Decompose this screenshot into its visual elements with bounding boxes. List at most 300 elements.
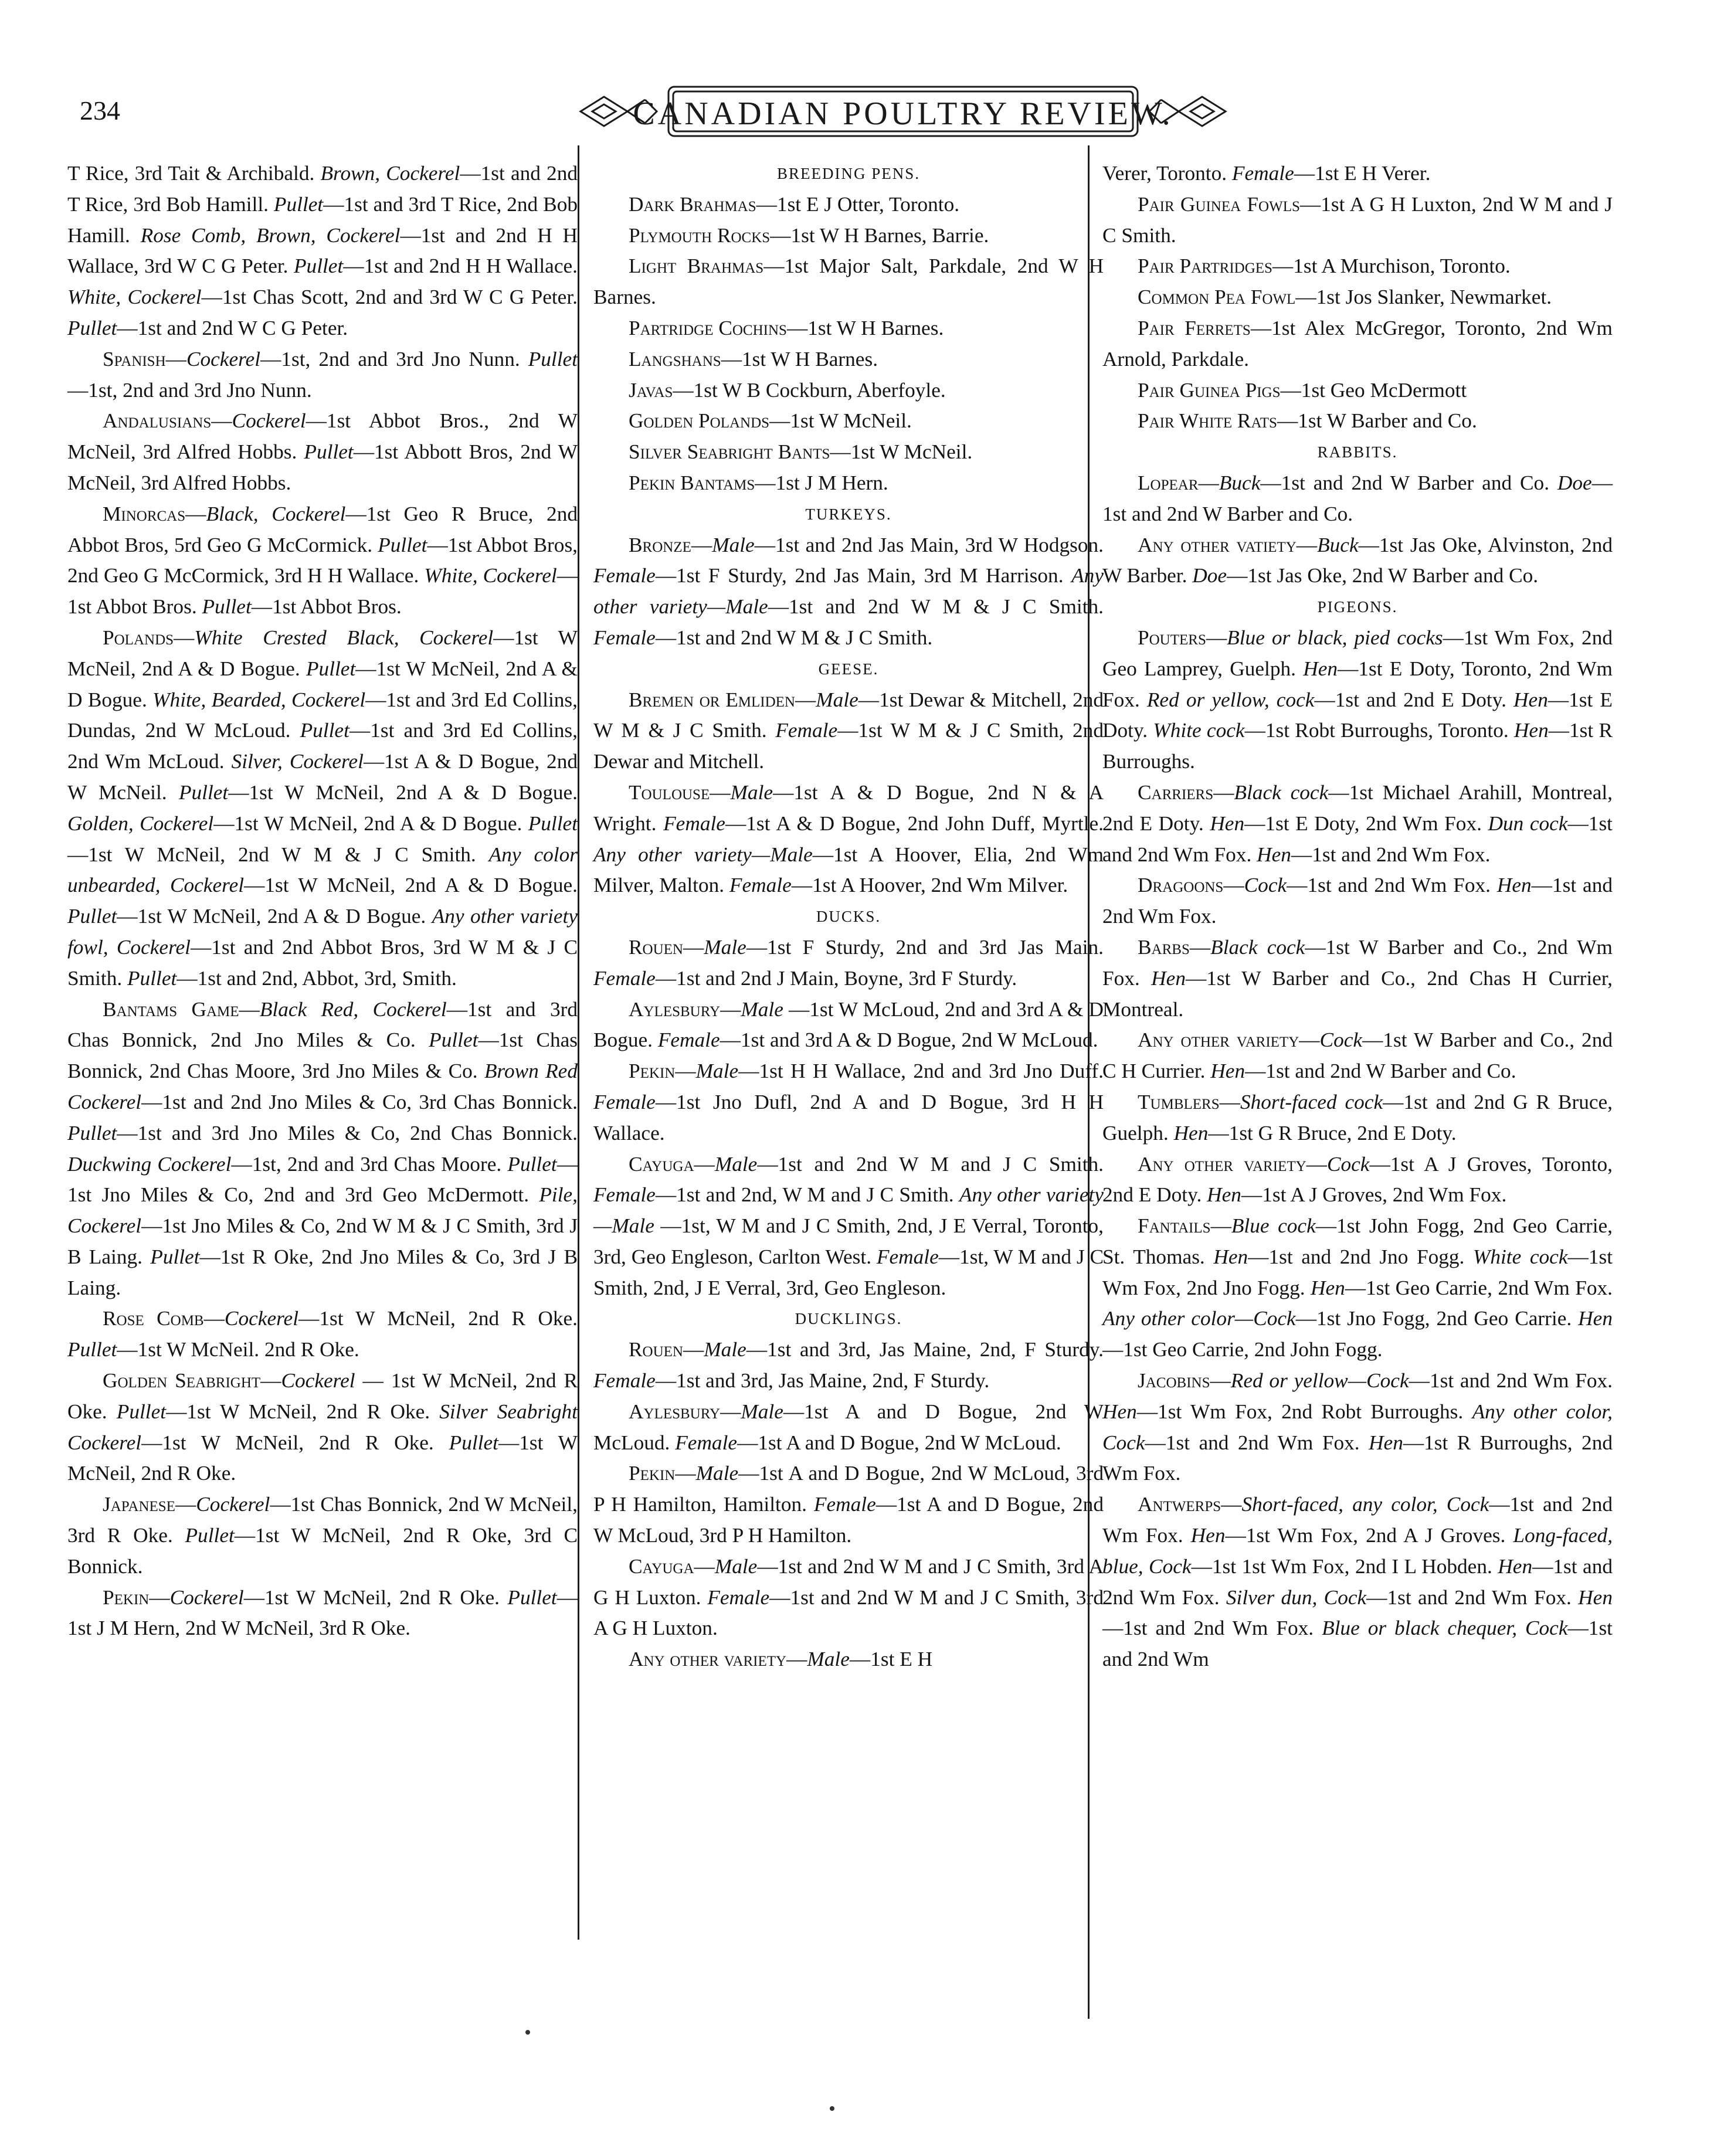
breed-name: Dark Brahmas xyxy=(629,192,756,216)
class-label: Pullet xyxy=(293,254,344,278)
entry-text: —1st Jas Oke, 2nd W Barber and Co. xyxy=(1227,564,1539,588)
class-label: White, Cockerel xyxy=(424,564,557,588)
entry-text: —1st and 2nd E Doty. xyxy=(1314,688,1514,711)
class-label: Female xyxy=(593,564,656,588)
entry-text: —1st R Burroughs. xyxy=(1102,719,1613,773)
class-label: Brown, Cockerel xyxy=(320,162,460,185)
entry-text: —1st and 2nd W Barber and Co. xyxy=(1102,471,1613,525)
entry-text: —1st and 2nd Wm Fox. xyxy=(1102,1554,1613,1609)
entry-text: —1st Wm Fox, 2nd Robt Burroughs. xyxy=(1136,1400,1472,1423)
entry-text: —1st and 2nd T Rice, 3rd Bob Hamill. xyxy=(67,162,578,216)
entry-text: —1st E Doty, Toronto, 2nd Wm Fox. xyxy=(1102,657,1613,711)
entry-text: — xyxy=(1210,1214,1231,1238)
entry-text: Verer, Toronto. xyxy=(1102,162,1232,185)
breed-name: Partridge Cochins xyxy=(629,316,787,339)
breed-name: Japanese xyxy=(103,1493,175,1516)
entry-text: —1st A Hoover, 2nd Wm Milver. xyxy=(791,874,1068,897)
entry-text: —1st E Doty, 2nd Wm Fox. xyxy=(1244,812,1488,835)
entry-text: —1st W B Cockburn, Aberfoyle. xyxy=(673,378,946,402)
breed-name: Jacobins xyxy=(1138,1369,1210,1393)
entry-text: —1st Jno Fogg, 2nd Geo Carrie. xyxy=(1295,1307,1579,1330)
entry-text: — xyxy=(174,626,195,649)
class-label: Cockerel xyxy=(169,1585,244,1609)
class-label: Cockerel xyxy=(196,1493,270,1516)
entry-text: — xyxy=(675,1060,696,1083)
entry-text: —1st Abbott Bros, 2nd W McNeil, 3rd Alfred Hobbs. xyxy=(67,440,578,494)
entry-text: —1st Michael Arahill, Montreal, 2nd E Doty. xyxy=(1102,780,1613,835)
entry-text: — xyxy=(710,780,731,804)
results-paragraph xyxy=(1102,468,1613,530)
results-paragraph xyxy=(1102,189,1613,252)
results-paragraph xyxy=(67,499,578,623)
class-label: Female xyxy=(675,1431,738,1454)
entry-text: — 1st W McNeil, 2nd R Oke. xyxy=(67,1369,578,1423)
class-label: Buck xyxy=(1317,533,1359,556)
entry-text: — xyxy=(1219,1090,1240,1113)
entry-text: — xyxy=(720,1400,741,1423)
class-label: Short-faced cock xyxy=(1240,1090,1383,1113)
class-label: Pullet xyxy=(116,1400,167,1423)
results-paragraph xyxy=(593,375,1104,406)
entry-text: —1st and 2nd G R Bruce, Guelph. xyxy=(1102,1090,1613,1145)
class-label: Hen xyxy=(1257,843,1291,866)
results-paragraph xyxy=(593,251,1104,313)
entry-text: —1st Abbot Bros. xyxy=(251,595,402,619)
breed-name: Pekin xyxy=(629,1462,676,1485)
section-heading xyxy=(1102,592,1613,623)
breed-name: Bremen or Emliden xyxy=(629,688,795,711)
class-label: Cock xyxy=(1244,874,1287,897)
section-heading xyxy=(593,1303,1104,1335)
breed-name: Minorcas xyxy=(103,502,186,525)
entry-text: —1st Dewar & Mitchell, 2nd W M & J C Smith. xyxy=(593,688,1104,742)
class-label: Cockerel xyxy=(224,1307,299,1330)
column-middle xyxy=(593,158,1104,1675)
entry-text: —1st Jos Slanker, Newmarket. xyxy=(1295,286,1552,309)
breed-name: Silver Seabright Bants xyxy=(629,440,830,464)
breed-name: Rouen xyxy=(629,1338,683,1361)
class-label: Buck xyxy=(1219,471,1261,494)
entry-text: —1st J M Hern. xyxy=(755,471,888,494)
section-heading xyxy=(593,654,1104,685)
breed-name: Cayuga xyxy=(629,1554,694,1578)
column-right xyxy=(1102,158,1613,1675)
results-paragraph xyxy=(1102,1149,1613,1211)
breed-name: Pair White Rats xyxy=(1138,409,1277,433)
entry-text: — xyxy=(185,502,206,525)
breed-name: Barbs xyxy=(1138,935,1190,959)
entry-text: —1st and 2nd Jno Fogg. xyxy=(1248,1245,1473,1268)
entry-text: —1st Wm Fox, 2nd Geo Lamprey, Guelph. xyxy=(1102,626,1613,680)
class-label: Hen xyxy=(1190,1524,1226,1547)
entry-text: — xyxy=(1210,1369,1231,1393)
class-label: Red or yellow—Cock xyxy=(1230,1369,1409,1393)
class-label: Any other color—Cock xyxy=(1102,1307,1296,1330)
entry-text: —1st W Barber and Co., 2nd Wm Fox. xyxy=(1102,935,1613,990)
class-label: Pullet xyxy=(67,1338,117,1361)
class-label: Any other color, Cock xyxy=(1102,1400,1613,1454)
entry-text: —1st W McNeil, 2nd R Oke. xyxy=(166,1400,440,1423)
class-label: Hen xyxy=(1210,812,1245,835)
breed-name: Pouters xyxy=(1138,626,1206,649)
class-label: Hen xyxy=(1210,1060,1246,1083)
breed-name: Light Brahmas xyxy=(629,254,764,278)
breed-name: Any other variety xyxy=(629,1648,787,1671)
class-label: Blue cock xyxy=(1231,1214,1316,1238)
results-paragraph xyxy=(1102,158,1613,189)
breed-name: Tumblers xyxy=(1138,1090,1220,1113)
class-label: Hen xyxy=(1310,1276,1345,1299)
entry-text: —1st A G H Luxton, 2nd W M and J C Smith. xyxy=(1102,192,1613,247)
entry-text: —1st Wm Fox, 2nd Jno Fogg. xyxy=(1102,1245,1613,1299)
breed-name: Bantams Game xyxy=(103,997,239,1021)
class-label: Cockerel xyxy=(232,409,306,433)
results-paragraph xyxy=(67,406,578,498)
entry-text: —1st A & D Bogue, 2nd W McNeil. xyxy=(67,750,578,804)
breed-name: Any other variety xyxy=(1138,1028,1299,1052)
entry-text: —1st H H Wallace, 2nd and 3rd Jno Duff. xyxy=(738,1060,1104,1083)
results-paragraph xyxy=(593,313,1104,344)
results-paragraph xyxy=(593,189,1104,220)
page-number: 234 xyxy=(80,96,120,125)
class-label: Pullet xyxy=(429,1028,478,1052)
class-label: Male xyxy=(704,1338,746,1361)
breed-name: Antwerps xyxy=(1138,1493,1221,1516)
entry-text: —1st W M & J C Smith, 2nd Dewar and Mitchell. xyxy=(593,719,1104,773)
class-label: Black, Cockerel xyxy=(206,502,346,525)
breed-name: Pair Guinea Fowls xyxy=(1138,192,1300,216)
entry-text: —1st A J Groves, Toronto, 2nd E Doty. xyxy=(1102,1152,1613,1207)
class-label: Blue or black chequer, Cock xyxy=(1322,1617,1568,1640)
section-heading xyxy=(1102,437,1613,468)
entry-text: —1st Chas Bonnick, 2nd Chas Moore, 3rd Jno Miles & Co. xyxy=(67,1028,578,1083)
results-paragraph xyxy=(1102,777,1613,870)
entry-text: — xyxy=(211,409,232,433)
entry-text: —1st Geo Carrie, 2nd Wm Fox. xyxy=(1345,1276,1613,1299)
entry-text: — xyxy=(786,1648,807,1671)
entry-text: —1st W Barber and Co. xyxy=(1277,409,1477,433)
heading-text: DUCKLINGS. xyxy=(795,1310,902,1328)
entry-text: —1st Chas Scott, 2nd and 3rd W C G Peter. xyxy=(201,286,578,309)
ink-speck xyxy=(525,2030,530,2035)
class-label: Female xyxy=(813,1493,876,1516)
class-label: Pullet xyxy=(178,780,229,804)
class-label: Hen xyxy=(1498,1554,1533,1578)
results-paragraph xyxy=(593,685,1104,777)
entry-text: — xyxy=(260,1369,281,1393)
entry-text: —1st Major Salt, Parkdale, 2nd W H Barnes. xyxy=(593,254,1104,309)
class-label: Dun cock xyxy=(1488,812,1568,835)
class-label: White cock xyxy=(1472,1245,1568,1268)
entry-text: — xyxy=(1296,533,1318,556)
entry-text: —1st Alex McGregor, Toronto, 2nd Wm Arnold, Parkdale. xyxy=(1102,316,1613,371)
entry-text: —1st Jno Miles & Co, 2nd W M & J C Smith, 3rd J B Laing. xyxy=(67,1214,578,1268)
entry-text: —1st and 2nd Wm Fox. xyxy=(1102,1617,1322,1640)
entry-text: —1st Abbot Bros, 2nd Geo G McCormick, 3rd H H Wallace. xyxy=(67,533,578,588)
breed-name: Cayuga xyxy=(629,1152,694,1176)
class-label: Silver Seabright Cockerel xyxy=(67,1400,578,1454)
results-paragraph xyxy=(593,777,1104,901)
class-label: Hen xyxy=(1207,1183,1241,1207)
class-label: Silver dun, Cock xyxy=(1226,1585,1367,1609)
breed-name: Dragoons xyxy=(1138,874,1224,897)
class-label: Cockerel xyxy=(281,1369,355,1393)
results-paragraph xyxy=(67,344,578,406)
class-label: White, Cockerel xyxy=(67,286,202,309)
entry-text: —1st J M Hern, 2nd W McNeil, 3rd R Oke. xyxy=(67,1585,578,1640)
entry-text: —1st and 2nd Wm Fox. xyxy=(1102,812,1613,866)
entry-text: — xyxy=(683,935,704,959)
entry-text: —1st and 2nd W Barber and Co. xyxy=(1245,1060,1516,1083)
class-label: Female xyxy=(775,719,838,742)
class-label: Any other variety fowl, Cockerel xyxy=(67,905,578,959)
entry-text: —1st A and D Bogue, 2nd W McLoud. xyxy=(593,1400,1104,1454)
column-rule-1 xyxy=(578,145,579,1940)
entry-text: —1st and 2nd Wm Fox. xyxy=(1291,843,1491,866)
masthead xyxy=(569,70,1237,152)
breed-name: Pair Partridges xyxy=(1138,254,1272,278)
results-paragraph xyxy=(1102,282,1613,313)
entry-text: —1st Wm Fox, 2nd A J Groves. xyxy=(1225,1524,1513,1547)
entry-text: — xyxy=(720,997,741,1021)
class-label: Female xyxy=(657,1028,720,1052)
breed-name: Bronze xyxy=(629,533,691,556)
entry-text: —1st W H Barnes, Barrie. xyxy=(770,223,989,247)
class-label: Female xyxy=(593,626,656,649)
class-label: Black cock xyxy=(1234,780,1329,804)
entry-text: —1st A and D Bogue, 2nd W McLoud. xyxy=(737,1431,1061,1454)
class-label: Pullet xyxy=(304,440,354,464)
ink-speck xyxy=(830,2106,834,2111)
class-label: Black cock xyxy=(1210,935,1305,959)
entry-text: —1st and 2nd Wm Fox. xyxy=(1145,1431,1369,1454)
entry-text: —1st A Murchison, Toronto. xyxy=(1272,254,1511,278)
class-label: Pullet xyxy=(300,719,349,742)
results-paragraph xyxy=(593,994,1104,1057)
results-paragraph xyxy=(1102,1366,1613,1489)
entry-text: —1st and 3rd Ed Collins, 2nd Wm McLoud. xyxy=(67,719,578,773)
class-label: White cock xyxy=(1153,719,1245,742)
class-label: Pullet xyxy=(449,1431,498,1454)
entry-text: — xyxy=(691,533,712,556)
results-paragraph xyxy=(67,1489,578,1582)
class-label: Pullet xyxy=(67,905,117,928)
class-label: Female xyxy=(729,874,792,897)
entry-text: —1st and 2nd H H Wallace. xyxy=(343,254,578,278)
column-left xyxy=(67,158,578,1644)
entry-text: —1st W McNeil, 2nd A & D Bogue. xyxy=(213,812,528,835)
breed-name: Lopear xyxy=(1138,471,1199,494)
breed-name: Any other vatiety xyxy=(1138,533,1297,556)
breed-name: Rouen xyxy=(629,935,683,959)
entry-text: —1st E H Verer. xyxy=(1294,162,1431,185)
class-label: Pullet xyxy=(67,316,117,339)
entry-text: —1st and 2nd Abbot Bros, 3rd W M & J C Smith. xyxy=(67,935,578,990)
results-paragraph xyxy=(1102,251,1613,282)
entry-text: —1st W McNeil. 2nd R Oke. xyxy=(117,1338,359,1361)
class-label: Any color unbearded, Cockerel xyxy=(67,843,578,897)
class-label: Pullet xyxy=(150,1245,200,1268)
results-paragraph xyxy=(1102,313,1613,375)
class-label: Hen xyxy=(1102,1400,1137,1423)
results-paragraph xyxy=(1102,406,1613,437)
class-label: Doe xyxy=(1192,564,1227,588)
entry-text: —1st W H Barnes. xyxy=(786,316,944,339)
breed-name: Any other variety xyxy=(1138,1152,1306,1176)
results-paragraph xyxy=(1102,530,1613,592)
results-paragraph xyxy=(593,1335,1104,1397)
entry-text: —1st, 2nd and 3rd Chas Moore. xyxy=(231,1152,508,1176)
entry-text: —1st Geo McDermott xyxy=(1280,378,1467,402)
results-paragraph xyxy=(1102,1489,1613,1675)
entry-text: —1st and 2nd Wm Fox. xyxy=(1366,1585,1579,1609)
entry-text: —1st and 2nd W M & J C Smith. xyxy=(655,626,933,649)
class-label: Male xyxy=(714,1152,758,1176)
class-label: Hen xyxy=(1513,688,1548,711)
entry-text: — xyxy=(675,1462,696,1485)
class-label: Hen xyxy=(1173,1121,1209,1145)
breed-name: Golden Polands xyxy=(629,409,770,433)
results-paragraph xyxy=(593,1458,1104,1551)
class-label: Female xyxy=(663,812,725,835)
class-label: Silver, Cockerel xyxy=(231,750,364,773)
entry-text: —1st E Doty. xyxy=(1102,688,1613,742)
class-label: Male xyxy=(741,997,783,1021)
masthead-ornament xyxy=(569,70,1237,152)
class-label: Golden, Cockerel xyxy=(67,812,214,835)
class-label: Black Red, Cockerel xyxy=(259,997,447,1021)
section-heading xyxy=(593,901,1104,932)
class-label: Pile, Cockerel xyxy=(67,1183,578,1238)
class-label: Female xyxy=(593,966,656,990)
class-label: Cock xyxy=(1326,1152,1370,1176)
entry-text: —1st and 3rd Jno Miles & Co, 2nd Chas Bonnick. xyxy=(117,1121,578,1145)
entry-text: —1st W H Barnes. xyxy=(721,347,878,371)
entry-text: —1st W McLoud, 2nd and 3rd A & D Bogue. xyxy=(593,997,1104,1052)
masthead-title: CANADIAN POULTRY REVIEW. xyxy=(633,96,1173,132)
entry-text: —1st W McNeil, 2nd R Oke. xyxy=(243,1585,508,1609)
page-header xyxy=(65,70,1683,152)
entry-text: —1st and 3rd Chas Bonnick, 2nd Jno Miles & Co. xyxy=(67,997,578,1052)
class-label: Female xyxy=(707,1585,770,1609)
entry-text: — xyxy=(1299,1028,1320,1052)
class-label: Female xyxy=(876,1245,939,1268)
class-label: Short-faced, any color, Cock xyxy=(1241,1493,1489,1516)
class-label: Pullet xyxy=(507,1152,557,1176)
class-label: Duckwing Cockerel xyxy=(67,1152,232,1176)
class-label: Male xyxy=(741,1400,783,1423)
class-label: Female xyxy=(593,1369,656,1393)
entry-text: —1st W McNeil, 2nd R Oke. xyxy=(141,1431,449,1454)
entry-text: — xyxy=(1306,1152,1327,1176)
heading-text: DUCKS. xyxy=(816,908,881,926)
entry-text: —1st and 2nd Jas Main, 3rd W Hodgson. xyxy=(754,533,1104,556)
entry-text: —1st, W M and J C Smith, 2nd, J E Verral, 3rd, Geo Engleson. xyxy=(593,1245,1104,1299)
results-paragraph xyxy=(1102,870,1613,932)
breed-name: Andalusians xyxy=(103,409,212,433)
class-label: Doe xyxy=(1557,471,1592,494)
class-label: Male xyxy=(714,1554,758,1578)
breed-name: Rose Comb xyxy=(103,1307,204,1330)
class-label: Blue or black, pied cocks xyxy=(1227,626,1443,649)
entry-text: —1st and 2nd W M and J C Smith, 3rd A G H Luxton. xyxy=(593,1554,1104,1609)
entry-text: —1st Jno Dufl, 2nd A and D Bogue, 3rd H H Wallace. xyxy=(593,1090,1104,1145)
heading-text: PIGEONS. xyxy=(1317,598,1398,616)
entry-text: — xyxy=(694,1152,715,1176)
class-label: Cockerel xyxy=(186,347,261,371)
class-label: Female xyxy=(593,1090,656,1113)
class-label: Female xyxy=(1231,162,1294,185)
class-label: Male xyxy=(712,533,755,556)
entry-text: —1st W McNeil. xyxy=(830,440,973,464)
entry-text: —1st and 3rd, Jas Maine, 2nd, F Sturdy. xyxy=(746,1338,1104,1361)
entry-text: — xyxy=(1206,626,1227,649)
entry-text: —1st W McNeil, 2nd A & D Bogue. xyxy=(67,657,578,711)
entry-text: —1st W Barber and Co., 2nd C H Currier. xyxy=(1102,1028,1613,1083)
entry-text: —1st A & D Bogue, 2nd N & A Wright. xyxy=(593,780,1104,835)
entry-text: —1st Abbot Bros. xyxy=(67,564,578,619)
class-label: Pullet xyxy=(528,812,578,835)
entry-text: —1st A & D Bogue, 2nd John Duff, Myrtle. xyxy=(725,812,1104,835)
entry-text: — xyxy=(175,1493,196,1516)
class-label: Male xyxy=(807,1648,850,1671)
results-paragraph xyxy=(1102,932,1613,1025)
breed-name: Plymouth Rocks xyxy=(629,223,771,247)
breed-name: Fantails xyxy=(1138,1214,1211,1238)
class-label: Male xyxy=(695,1060,739,1083)
entry-text: —1st and 2nd W M & J C Smith. xyxy=(768,595,1104,619)
class-label: Rose Comb, Brown, Cockerel xyxy=(140,223,401,247)
results-paragraph xyxy=(67,1303,578,1366)
class-label: Male xyxy=(704,935,746,959)
breed-name: Toulouse xyxy=(629,780,710,804)
results-paragraph xyxy=(67,1583,578,1645)
class-label: Any other variety—Male xyxy=(593,564,1104,619)
entry-text: —1st 1st Wm Fox, 2nd I L Hobden. xyxy=(1191,1554,1498,1578)
class-label: Male xyxy=(816,688,858,711)
entry-text: —1st W McNeil, 2nd R Oke. xyxy=(298,1307,578,1330)
class-label: Female xyxy=(593,1183,656,1207)
class-label: Hen xyxy=(1303,657,1338,680)
entry-text: — xyxy=(683,1338,704,1361)
entry-text: —1st F Sturdy, 2nd Jas Main, 3rd M Harrison. xyxy=(655,564,1072,588)
results-paragraph xyxy=(67,623,578,994)
section-heading xyxy=(593,499,1104,530)
class-label: Hen xyxy=(1578,1585,1613,1609)
class-label: Pullet xyxy=(273,192,324,216)
entry-text: — xyxy=(239,997,260,1021)
heading-text: RABBITS. xyxy=(1317,443,1398,461)
breed-name: Pair Guinea Pigs xyxy=(1138,378,1281,402)
entry-text: —1st and 2nd W C G Peter. xyxy=(117,316,348,339)
results-paragraph xyxy=(593,530,1104,654)
entry-text: — xyxy=(1189,935,1211,959)
results-paragraph xyxy=(593,1644,1104,1675)
class-label: Hen xyxy=(1513,719,1549,742)
entry-text: —1st John Fogg, 2nd Geo Carrie, St. Thomas. xyxy=(1102,1214,1613,1268)
entry-text: —1st, 2nd and 3rd Jno Nunn. xyxy=(260,347,528,371)
entry-text: —1st W McNeil, 2nd A & D Bogue. xyxy=(117,905,432,928)
entry-text: —1st E J Otter, Toronto. xyxy=(756,192,960,216)
breed-name: Pekin Bantams xyxy=(629,471,755,494)
entry-text: —1st and 2nd J Main, Boyne, 3rd F Sturdy. xyxy=(655,966,1017,990)
entry-text: —1st Robt Burroughs, Toronto. xyxy=(1244,719,1514,742)
class-label: White Crested Black, Cockerel xyxy=(194,626,494,649)
entry-text: —1st and 2nd Wm Fox. xyxy=(1102,874,1613,928)
breed-name: Langshans xyxy=(629,347,721,371)
entry-text: —1st and 2nd, W M and J C Smith. xyxy=(655,1183,959,1207)
entry-text: —1st W McNeil. xyxy=(769,409,912,433)
